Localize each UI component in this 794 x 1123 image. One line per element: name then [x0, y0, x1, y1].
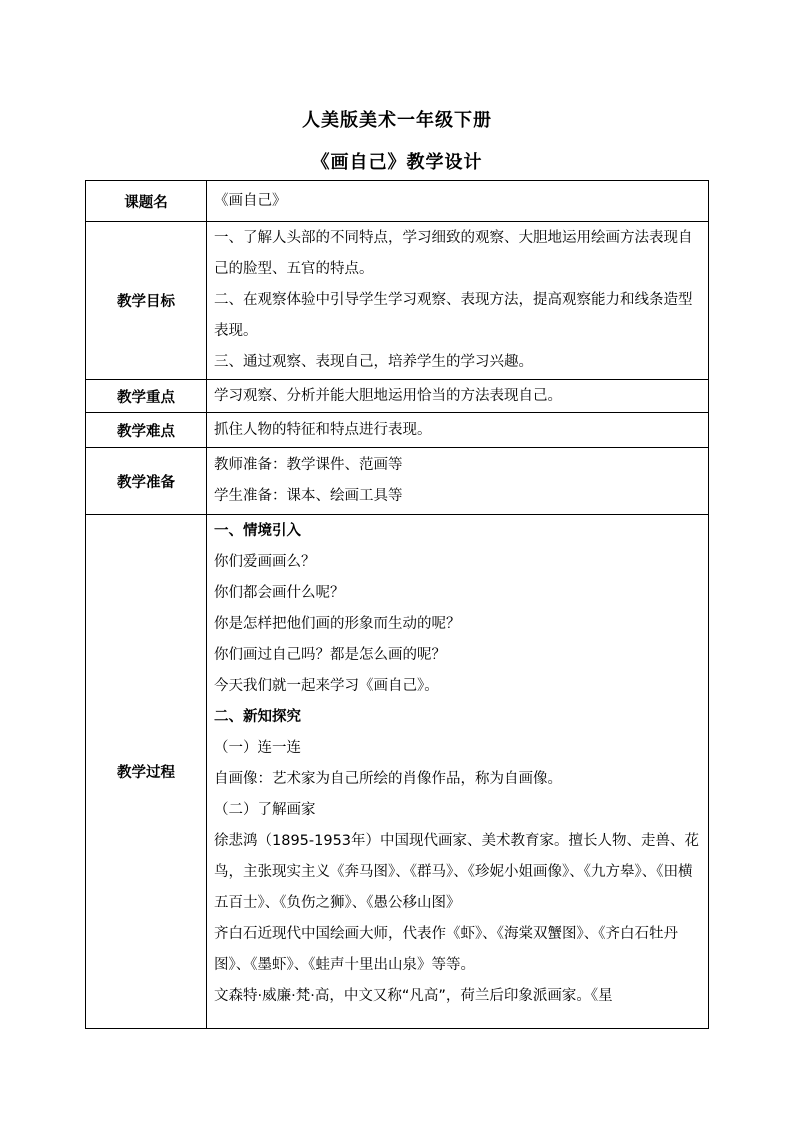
- intro-text: 今天我们就一起来学习《画自己》。: [214, 678, 439, 694]
- artist-xu-beihong: 徐悲鸿（1895-1953年）中国现代画家、美术教育家。擅长人物、走兽、花鸟，主张现实主义《奔马图》、《群马》、《珍妮小姐画像》、《九方皋》、《田横五百士》、《负伤之狮》、《愚公移山图》: [214, 833, 700, 911]
- question-2: 你们都会画什么呢？: [214, 585, 345, 601]
- lesson-plan-table: [85, 180, 709, 1029]
- label-difficulties: 教学难点: [86, 413, 207, 448]
- topic-text: 《画自己》: [214, 192, 287, 209]
- value-difficulties: [207, 413, 709, 448]
- artist-van-gogh: 文森特·威廉·梵·高，中文又称“凡高”，荷兰后印象派画家。《星: [214, 988, 613, 1004]
- label-preparation: 教学准备: [86, 448, 207, 515]
- table-row-goals: [86, 222, 709, 380]
- subheading-artists: （二）了解画家: [214, 802, 316, 818]
- label-process: 教学过程: [86, 515, 207, 1029]
- value-key-points: [207, 380, 709, 413]
- section-heading-intro: 一、情境引入: [214, 523, 301, 539]
- value-topic: [207, 181, 709, 222]
- difficulties-text: 抓住人物的特征和特点进行表现。: [214, 421, 432, 438]
- question-1: 你们爱画画么？: [214, 554, 316, 570]
- subheading-match: （一）连一连: [214, 740, 301, 756]
- student-preparation: 学生准备：课本、绘画工具等: [214, 488, 403, 504]
- question-3: 你是怎样把他们画的形象而生动的呢？: [214, 616, 461, 632]
- table-row-key-points: [86, 380, 709, 413]
- value-goals: [207, 222, 709, 380]
- label-key-points: 教学重点: [86, 380, 207, 413]
- document-subtitle: 《画自己》教学设计: [311, 152, 483, 173]
- value-process: [207, 515, 709, 1029]
- section-heading-explore: 二、新知探究: [214, 709, 301, 725]
- goal-item-1: 一、了解人头部的不同特点，学习细致的观察、大胆地运用绘画方法表现自己的脸型、五官的特点。: [214, 230, 693, 277]
- label-topic: 课题名: [86, 181, 207, 222]
- self-portrait-definition: 自画像：艺术家为自己所绘的肖像作品，称为自画像。: [214, 771, 562, 787]
- teacher-preparation: 教师准备：教学课件、范画等: [214, 457, 403, 473]
- table-row-topic: [86, 181, 709, 222]
- key-points-text: 学习观察、分析并能大胆地运用恰当的方法表现自己。: [214, 387, 562, 404]
- table-row-preparation: [86, 448, 709, 515]
- goal-item-3: 三、通过观察、表现自己，培养学生的学习兴趣。: [214, 354, 533, 370]
- table-row-difficulties: [86, 413, 709, 448]
- document-title: 人美版美术一年级下册: [302, 110, 492, 131]
- value-preparation: [207, 448, 709, 515]
- goal-item-2: 二、在观察体验中引导学生学习观察、表现方法，提高观察能力和线条造型表现。: [214, 292, 693, 339]
- artist-qi-baishi: 齐白石近现代中国绘画大师，代表作《虾》、《海棠双蟹图》、《齐白石牡丹图》、《墨虾》、《蛙声十里出山泉》等等。: [214, 926, 678, 973]
- question-4: 你们画过自己吗？都是怎么画的呢？: [214, 647, 446, 663]
- label-goals: 教学目标: [86, 222, 207, 380]
- table-row-process: [86, 515, 709, 1029]
